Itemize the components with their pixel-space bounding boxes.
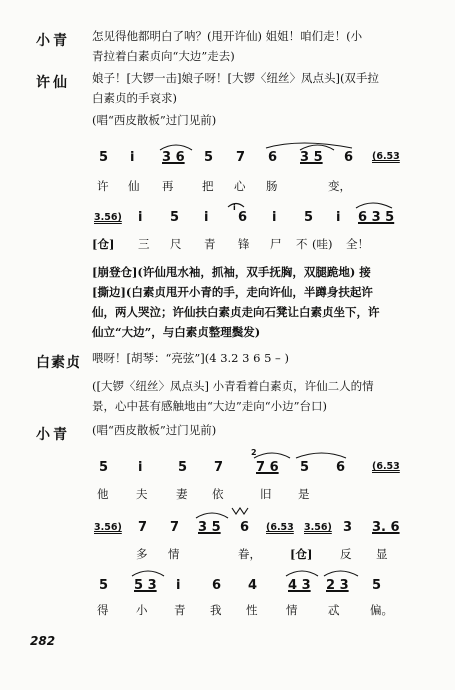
dialogue-line: 怎见得他都明白了呐？(甩开许仙) 姐姐！咱们走！(小 [92, 29, 363, 43]
note: 3 6 [162, 150, 185, 165]
lyric: (哇) [312, 237, 333, 251]
lyric: 许 [97, 179, 109, 193]
grace-slur [228, 204, 244, 208]
note: 5 [372, 578, 382, 593]
note: 6 [336, 460, 346, 475]
stage-direction: [撕边](白素贞甩开小青的手，走向许仙，半蹲身扶起许 [92, 285, 373, 299]
note: 6 [212, 578, 222, 593]
lyric: 旧 [260, 487, 272, 501]
note: 7 [138, 520, 148, 535]
breath-mark [232, 508, 248, 514]
grace-note: 2 [251, 448, 257, 457]
stage-direction: 景，心中甚有感触地由“大边”走向“小边”台口) [92, 399, 328, 413]
slur [254, 453, 290, 458]
note: 7 [170, 520, 180, 535]
note: 2 3 [326, 578, 349, 593]
lyric: 情 [286, 603, 298, 617]
slur [324, 571, 358, 576]
stage-direction: 青拉着白素贞向“大边”走去) [92, 49, 235, 63]
speaker-xuxian: 许仙 [36, 75, 70, 91]
page-number: 282 [30, 634, 56, 648]
slur [296, 453, 346, 458]
lyric: 再 [162, 179, 174, 193]
slur [160, 145, 192, 150]
note: i [138, 460, 143, 475]
stage-direction: 白素贞的手哀求) [92, 91, 177, 105]
percussion-cue: [仓] [92, 237, 115, 251]
note: i [130, 150, 135, 165]
lyric: 我 [210, 603, 222, 617]
lyric: 妻 [176, 487, 188, 501]
stage-direction: 仙立“大边”，与白素贞整理鬓发) [92, 325, 261, 339]
percussion-cue: [仓] [290, 547, 313, 561]
lyric: 青 [174, 603, 186, 617]
note: 5 [99, 460, 109, 475]
note: 3 [343, 520, 353, 535]
lyric: 偏。 [370, 603, 393, 617]
interlude-phrase: 3.56) [304, 522, 332, 533]
note: 3 5 [198, 520, 221, 535]
lyric: 仙 [128, 179, 140, 193]
slur [300, 145, 334, 150]
interlude-phrase: 3.56) [94, 522, 122, 533]
lyric: 变， [328, 179, 351, 193]
aria-cue: (唱“西皮散板”过门见前) [92, 423, 217, 437]
slur [132, 571, 164, 576]
speaker-xiaoqing: 小青 [36, 427, 70, 443]
lyric: 忒 [328, 603, 340, 617]
grace-note: i [233, 203, 236, 212]
lyric: 他 [97, 487, 109, 501]
interlude-phrase: (6.53 [372, 151, 400, 162]
note: 5 [204, 150, 214, 165]
note: 3 5 [300, 150, 323, 165]
lyric: 不 [296, 237, 308, 251]
lyric: 尺 [170, 237, 182, 251]
aria-cue: (唱“西皮散板”过门见前) [92, 113, 217, 127]
note: 7 6 [256, 460, 279, 475]
note: i [176, 578, 181, 593]
note: i [336, 210, 341, 225]
lyric: 是 [298, 487, 310, 501]
note: 6 [268, 150, 278, 165]
stage-direction: 仙，两人哭泣；许仙扶白素贞走向石凳让白素贞坐下，许 [92, 305, 380, 319]
lyric: 性 [246, 603, 258, 617]
note: 5 [170, 210, 180, 225]
note: 3. 6 [372, 520, 400, 535]
note: 4 3 [288, 578, 311, 593]
lyric: 眷， [238, 547, 261, 561]
speaker-baisuzhen: 白素贞 [36, 355, 81, 371]
lyric: 小 [136, 603, 148, 617]
note: 6 [238, 210, 248, 225]
note: i [204, 210, 209, 225]
lyric: 依 [212, 487, 224, 501]
slur [266, 143, 352, 148]
lyric: 把 [202, 179, 214, 193]
lyric: 情 [168, 547, 180, 561]
lyric: 全！ [346, 237, 369, 251]
note: 7 [214, 460, 224, 475]
note: 5 [304, 210, 314, 225]
lyric: 尸 [270, 237, 282, 251]
note: 5 [99, 150, 109, 165]
slur [286, 571, 318, 576]
lyric: 显 [376, 547, 388, 561]
speaker-xiaoqing: 小青 [36, 33, 70, 49]
stage-direction: ([大锣〈纽丝〉凤点头] 小青看着白素贞，许仙二人的情 [92, 379, 374, 393]
lyric: 肠 [266, 179, 278, 193]
note: 5 [300, 460, 310, 475]
note: 5 3 [134, 578, 157, 593]
note: 5 [99, 578, 109, 593]
interlude-phrase: (6.53 [372, 461, 400, 472]
slur [196, 513, 228, 518]
note: 5 [178, 460, 188, 475]
lyric: 心 [234, 179, 246, 193]
note: 6 [240, 520, 250, 535]
stage-direction: [崩登仓](许仙甩水袖，抓袖，双手抚胸，双腿跪地) 接 [92, 265, 371, 279]
dialogue-line: 喂呀！[胡琴：“亮弦”](4 3.2 3 6 5 – ) [92, 351, 289, 365]
note: i [138, 210, 143, 225]
note: 6 [344, 150, 354, 165]
lyric: 得 [97, 603, 109, 617]
interlude-phrase: (6.53 [266, 522, 294, 533]
dialogue-line: 娘子！[大锣一击]娘子呀！[大锣〈纽丝〉凤点头](双手拉 [92, 71, 379, 85]
lyric: 多 [136, 547, 148, 561]
lyric: 青 [204, 237, 216, 251]
interlude-phrase: 3.56) [94, 212, 122, 223]
slur [356, 203, 392, 208]
lyric: 夫 [136, 487, 148, 501]
lyric: 锋 [238, 237, 250, 251]
note: i [272, 210, 277, 225]
note: 4 [248, 578, 258, 593]
lyric: 反 [340, 547, 352, 561]
note: 6 3 5 [358, 210, 395, 225]
lyric: 三 [138, 237, 150, 251]
note: 7 [236, 150, 246, 165]
